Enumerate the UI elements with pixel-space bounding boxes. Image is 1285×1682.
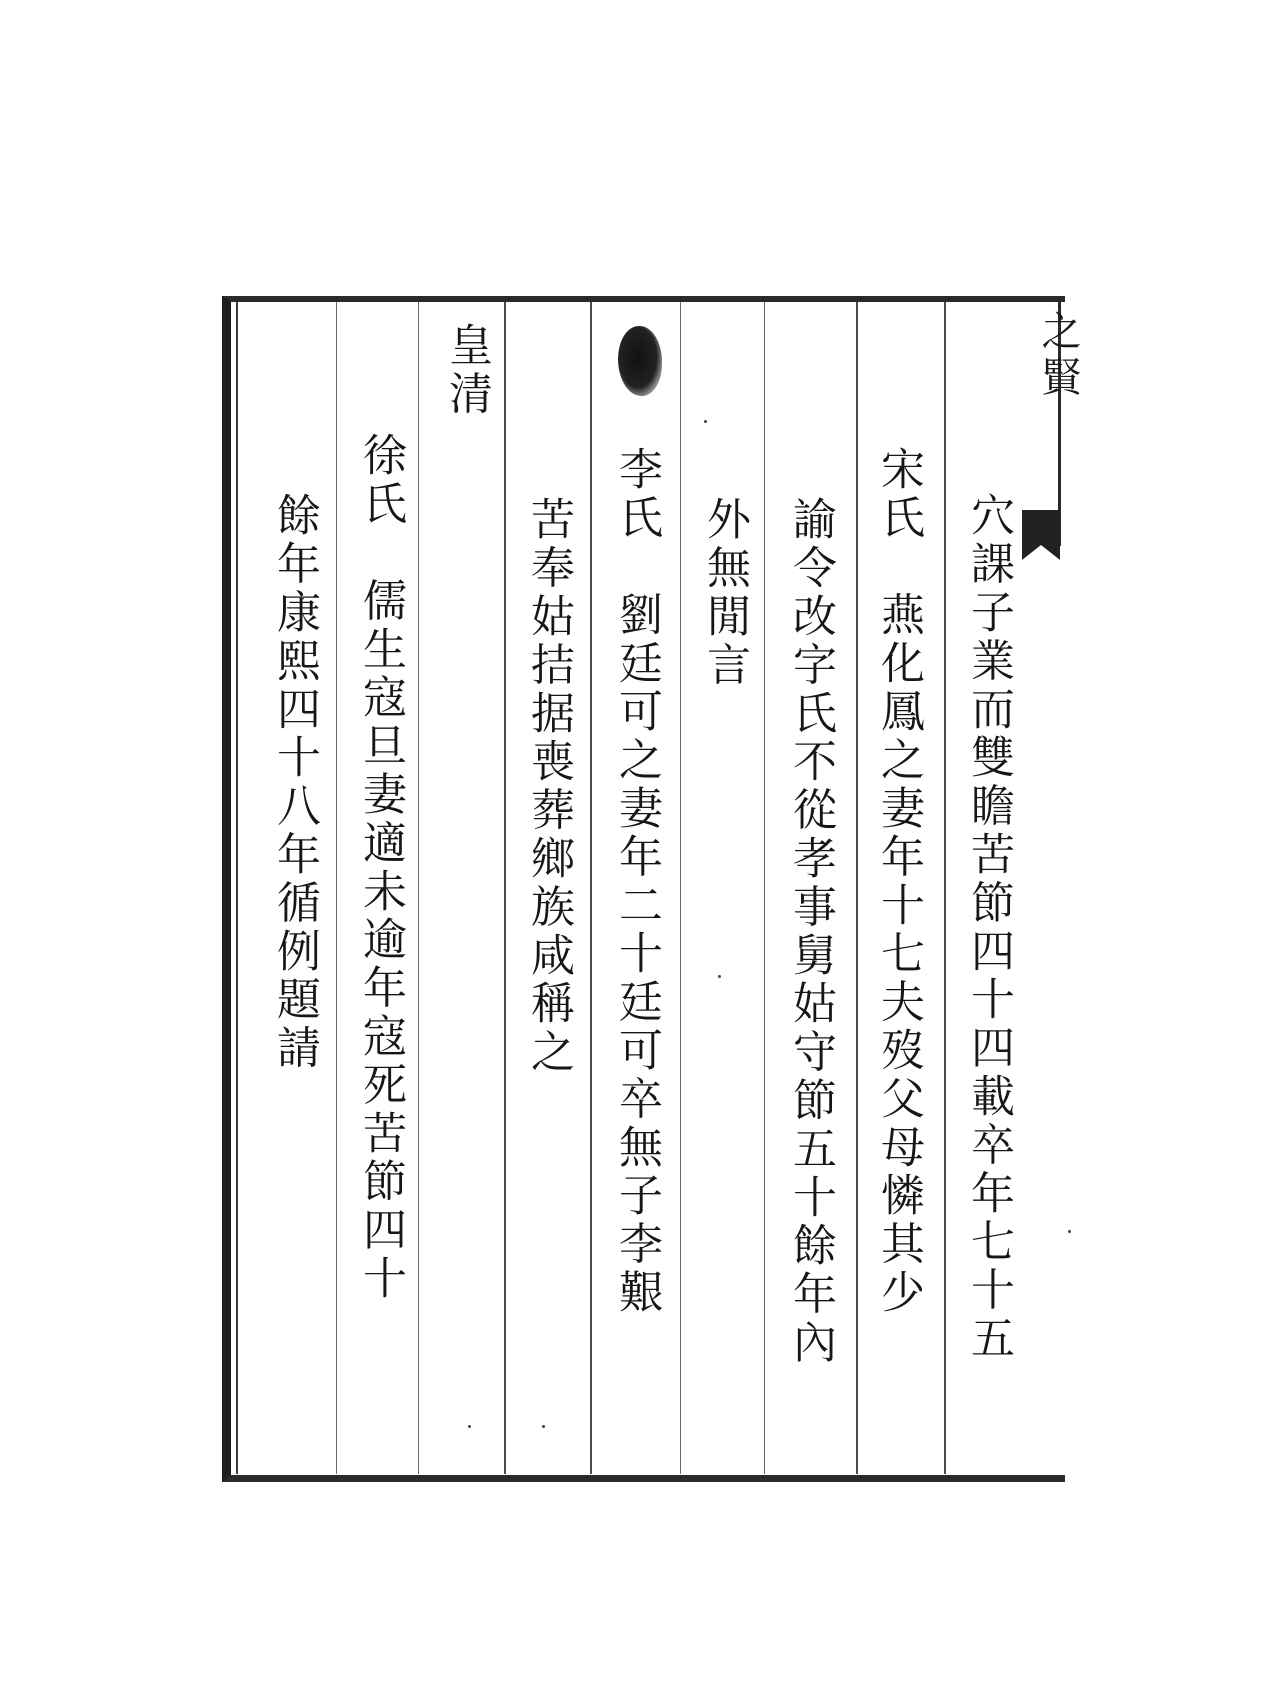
text-column-4: 外無閒言	[699, 496, 750, 690]
text-column-9: 餘年康熙四十八年循例題請	[269, 492, 320, 1073]
column-rule	[336, 302, 337, 1474]
column-rule	[856, 302, 858, 1474]
ink-speck	[542, 1425, 545, 1428]
text-column-1: 穴課子業而雙瞻苦節四十四載卒年七十五	[963, 492, 1014, 1364]
ink-blot	[618, 326, 662, 396]
ink-speck	[718, 975, 721, 978]
text-column-3: 諭令改字氏不從孝事舅姑守節五十餘年內	[785, 496, 836, 1368]
text-column-5: 李氏 劉廷可之妻年二十廷可卒無子李艱	[611, 446, 662, 1318]
column-rule	[680, 302, 681, 1474]
column-rule	[418, 302, 419, 1474]
column-rule	[944, 302, 946, 1474]
text-column-2: 宋氏 燕化鳳之妻年十七夫歿父母憐其少	[873, 446, 924, 1318]
frame-inner-rule	[236, 302, 238, 1474]
text-column-7: 皇清	[441, 322, 492, 419]
column-rule	[504, 302, 506, 1474]
ink-speck	[704, 420, 707, 423]
ink-speck	[1068, 1230, 1071, 1233]
column-rule	[764, 302, 765, 1474]
book-title: 之賢	[1035, 310, 1081, 402]
text-column-8: 徐氏 儒生寇旦妻適未逾年寇死苦節四十	[355, 432, 406, 1304]
text-column-6: 苦奉姑拮据喪葬鄉族咸稱之	[523, 496, 574, 1077]
column-rule	[590, 302, 592, 1474]
ink-speck	[468, 1425, 471, 1428]
